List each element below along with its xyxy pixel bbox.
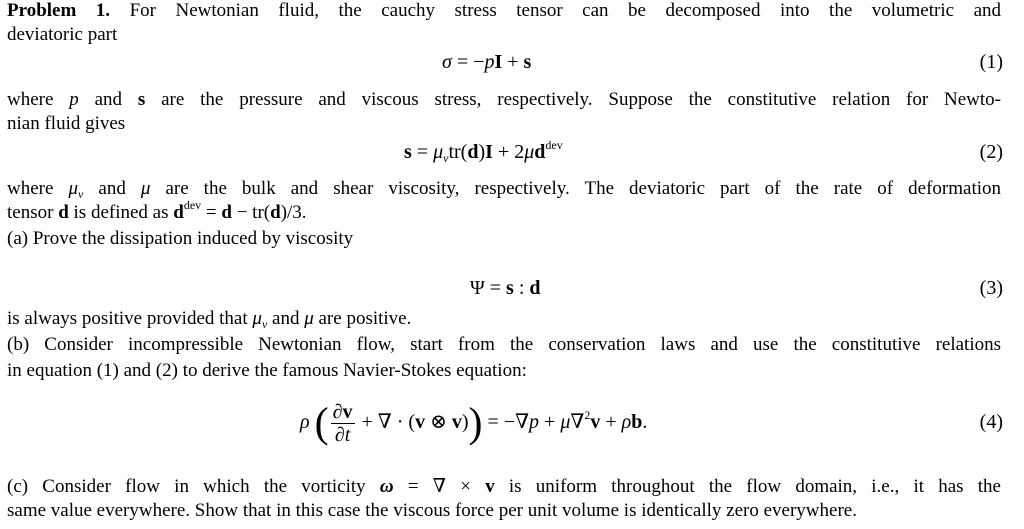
text-after-eq1-line-2: nian fluid gives — [7, 113, 126, 134]
text-segment: tensor — [7, 202, 59, 223]
equation-2 — [7, 138, 1003, 166]
text-segment: where — [7, 178, 69, 199]
text-after-eq1-line-1: where p and s are the pressure and viscous stress, respectively. Suppose the constitutive relation for Newto- — [7, 89, 1001, 110]
text-after-eq2-line-2: tensor d is defined as $d^{dev} = d - tr(d)/3$. — [7, 198, 307, 223]
text-segment: where — [7, 89, 70, 110]
text-segment: are the bulk and shear viscosity, respectively. The deviatoric part of the rate of deformation — [150, 178, 1001, 199]
equation-2-math: $s = \mu_vtr(d)I + 2\mu d^{dev}$ — [404, 138, 563, 165]
part-a-line: (a) Prove the dissipation induced by viscosity — [7, 228, 354, 249]
equation-4-math: ρ ( $\frac{\partial v}{\partial t}$ + ∇ · (v ⊗ v)) = −∇p + μ∇$^2$v + ρb. — [300, 400, 648, 447]
intro-line-1 — [7, 0, 1001, 22]
text-segment: and — [272, 308, 305, 329]
equation-1-number: (1) — [979, 51, 1003, 73]
intro-text-1: For Newtonian fluid, the cauchy stress tensor can be decomposed into the volumetric and — [129, 0, 1002, 21]
equation-1-math: σ = −pI + s — [442, 51, 532, 73]
text-segment: (c) Consider flow in which the vorticity — [7, 476, 380, 497]
equation-4-number: (4) — [979, 411, 1003, 433]
text-segment: are the pressure and viscous stress, respectively. Suppose the constitutive relation for Newto- — [145, 89, 1001, 110]
text-segment: is uniform throughout the flow domain, i.e., it has the — [494, 476, 1001, 497]
text-segment: and — [83, 178, 141, 199]
equation-3-math: Ψ = s : d — [470, 277, 541, 299]
equation-2-number: (2) — [979, 141, 1003, 163]
equation-3-number: (3) — [979, 277, 1003, 299]
text-segment: is defined as — [68, 202, 174, 223]
text-after-eq3-line: is always positive provided that $\mu_v$ and μ are positive. — [7, 308, 412, 331]
text-segment: are positive. — [313, 308, 412, 329]
equation-1 — [7, 48, 1003, 76]
part-c-line-1: (c) Consider flow in which the vorticity ω = ∇ × v is uniform throughout the flow domain, i.e., it has the — [7, 476, 1001, 497]
text-segment: is always positive provided that — [7, 308, 253, 329]
part-b-line-2: in equation (1) and (2) to derive the famous Navier-Stokes equation: — [7, 360, 527, 381]
part-c-line-2: same value everywhere. Show that in this case the viscous force per unit volume is identically zero everywhere. — [7, 500, 857, 521]
text-after-eq2-line-1: where $\mu_v$ and μ are the bulk and shear viscosity, respectively. The deviatoric part of the rate of deformation — [7, 178, 1001, 201]
equation-3 — [7, 274, 1003, 302]
text-segment: and — [78, 89, 138, 110]
equation-4 — [7, 398, 1003, 446]
problem-heading: Problem 1. — [7, 0, 111, 21]
intro-line-2: deviatoric part — [7, 24, 118, 45]
part-b-line-1: (b) Consider incompressible Newtonian flow, start from the conservation laws and use the constitutive relations — [7, 334, 1001, 355]
